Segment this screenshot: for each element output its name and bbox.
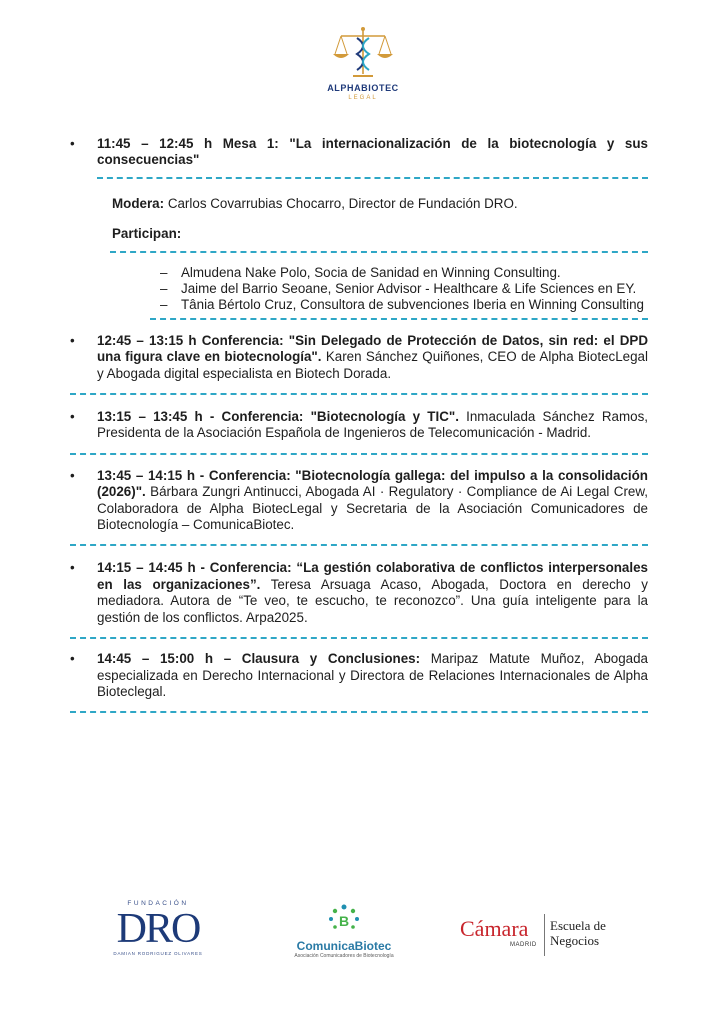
agenda-item bbox=[70, 560, 648, 626]
participants-label bbox=[112, 226, 648, 242]
dashed-divider bbox=[70, 544, 648, 546]
bullet: • bbox=[70, 136, 75, 151]
bullet: • bbox=[70, 651, 75, 667]
agenda-item-text: Teresa Arsuaga Acaso, Abogada, Doctora en derecho y mediadora. Autora de “Te veo, te escucho, te reconozco”. Una guía inteligente para la gestión de los conflictos. Arpa2025. bbox=[97, 576, 648, 625]
cb-name: ComunicaBiotec bbox=[296, 939, 392, 953]
dashed-divider bbox=[70, 637, 648, 639]
moderator-label: Modera: bbox=[112, 195, 165, 211]
logo-divider bbox=[544, 914, 545, 956]
alphabiotec-logo bbox=[318, 24, 408, 110]
dash-marker: – bbox=[160, 296, 168, 312]
dashed-divider bbox=[110, 251, 648, 253]
footer-logos bbox=[0, 892, 724, 972]
escuela-line-1: Escuela de bbox=[550, 918, 606, 933]
fundacion-dro-logo bbox=[104, 900, 212, 966]
dro-mark: DRO bbox=[116, 906, 200, 952]
agenda-item-title: 14:15 – 14:45 h - Conferencia: “La gestión colaborativa de conflictos interpersonales en las organizaciones”. bbox=[97, 560, 648, 592]
scales-dna-icon bbox=[331, 24, 395, 82]
mesa-title: 11:45 – 12:45 h Mesa 1: "La internacionalización de la biotecnología y sus consecuencias" bbox=[97, 136, 648, 168]
agenda-item-text: Maripaz Matute Muñoz, Abogada especializada en Derecho Internacional y Directora de Relaciones Internacionales de Alpha Bioteclegal. bbox=[97, 651, 648, 699]
list-item bbox=[150, 281, 648, 297]
madrid-text: MADRID bbox=[510, 942, 537, 948]
dro-bottom: DAMIAN RODRIGUEZ OLIVARES bbox=[113, 951, 203, 956]
dro-top: FUNDACIÓN bbox=[127, 900, 189, 907]
agenda-item bbox=[70, 409, 648, 442]
agenda-item-text: Bárbara Zungri Antinucci, Abogada AI · Regulatory · Compliance de Ai Legal Crew, Colaboradora de Alpha BiotecLegal y Secretaria de la Asociación Comunicadores de Biotecnología – ComunicaBiotec. bbox=[97, 484, 648, 533]
comunicabiotec-logo bbox=[282, 904, 406, 959]
svg-text:B: B bbox=[338, 913, 350, 929]
dashed-divider bbox=[70, 393, 648, 395]
dashed-divider bbox=[150, 318, 648, 320]
agenda-item-title: 14:45 – 15:00 h – Clausura y Conclusiones: bbox=[97, 651, 421, 667]
agenda bbox=[70, 136, 648, 713]
agenda-item bbox=[70, 333, 648, 382]
escuela-line-2: Negocios bbox=[550, 933, 600, 948]
list-item bbox=[150, 297, 648, 313]
agenda-item-title: 13:15 – 13:45 h - Conferencia: "Biotecnología y TIC". bbox=[97, 409, 459, 425]
participant: Tânia Bértolo Cruz, Consultora de subvenciones Iberia en Winning Consulting bbox=[181, 296, 644, 312]
agenda-item-mesa bbox=[70, 136, 648, 169]
brand-name: ALPHABIOTEC bbox=[327, 83, 399, 93]
agenda-item-text: Karen Sánchez Quiñones, CEO de Alpha BiotecLegal y Abogada digital especialista en Biotech Dorada. bbox=[97, 349, 648, 381]
dash-marker: – bbox=[160, 280, 168, 296]
molecule-icon bbox=[327, 904, 361, 934]
agenda-item-text: Inmaculada Sánchez Ramos, Presidenta de la Asociación Española de Ingenieros de Telecomunicación - Madrid. bbox=[97, 409, 648, 441]
agenda-item bbox=[70, 468, 648, 534]
agenda-item-title: 12:45 – 13:15 h Conferencia: "Sin Delegado de Protección de Datos, sin red: el DPD una figura clave en biotecnología". bbox=[97, 332, 648, 365]
participants-label-text: Participan: bbox=[112, 225, 182, 241]
camara-text: Cámara bbox=[460, 916, 529, 941]
bullet: • bbox=[70, 467, 75, 483]
moderator-line bbox=[112, 196, 648, 212]
participants-list bbox=[70, 265, 648, 313]
dash-marker: – bbox=[160, 264, 168, 280]
agenda-item bbox=[70, 651, 648, 700]
escuela-text bbox=[550, 918, 606, 948]
brand-sub: LEGAL bbox=[348, 95, 378, 101]
bullet: • bbox=[70, 409, 75, 425]
list-item bbox=[150, 265, 648, 281]
bullet: • bbox=[70, 560, 75, 576]
moderator-name: Carlos Covarrubias Chocarro, Director de Fundación DRO. bbox=[164, 195, 518, 211]
participant: Almudena Nake Polo, Socia de Sanidad en Winning Consulting. bbox=[181, 264, 561, 280]
participant: Jaime del Barrio Seoane, Senior Advisor - Healthcare & Life Sciences en EY. bbox=[181, 280, 637, 296]
dashed-divider bbox=[70, 453, 648, 455]
bullet: • bbox=[70, 332, 75, 348]
dashed-divider bbox=[70, 711, 648, 713]
dashed-divider bbox=[97, 177, 648, 179]
mesa-details bbox=[70, 196, 648, 242]
cb-desc: Asociación Comunicadores de Biotecnología bbox=[294, 953, 394, 959]
agenda-item-title: 13:45 – 14:15 h - Conferencia: "Biotecnología gallega: del impulso a la consolidación (2026)". bbox=[97, 467, 648, 500]
camara-madrid-logo bbox=[460, 914, 620, 958]
